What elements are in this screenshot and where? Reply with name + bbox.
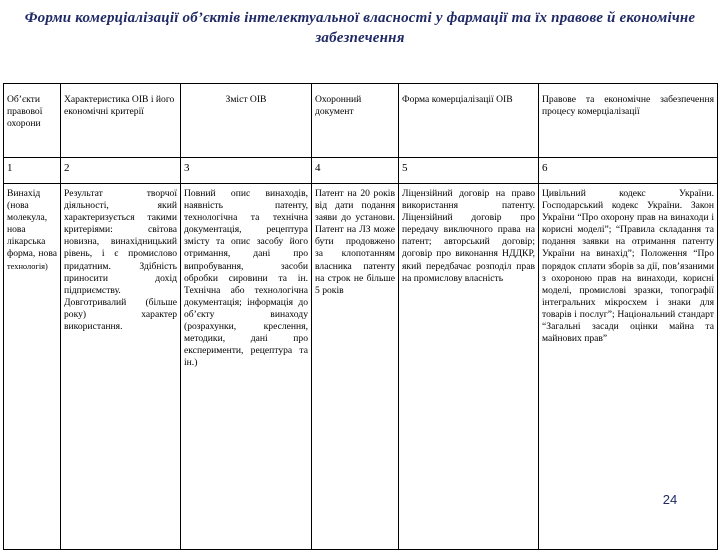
- header-cell: Об’єкти правової охорони: [4, 84, 61, 158]
- commercialization-table: [3, 83, 718, 550]
- number-cell: 3: [181, 158, 312, 184]
- table-cell: Ліцензійний договір на право використання патенту. Ліцензійний договір про передачу виключного права на патент; авторський договір; договір про виконання НДДКР, який передбачає розподіл прав на промислову власність: [399, 184, 539, 550]
- object-text-small: технологія): [7, 261, 48, 271]
- number-cell: 5: [399, 158, 539, 184]
- table-header-row: [4, 84, 718, 158]
- header-cell: Правове та економічне забезпечення процесу комерціалізації: [539, 84, 718, 158]
- number-cell: 2: [61, 158, 181, 184]
- header-cell: Охоронний документ: [312, 84, 399, 158]
- table-cell: Результат творчої діяльності, який характеризується такими критеріями: світова новизна, винахідницький рівень, і є промислово придатним. Здібність приносити дохід підприємству. Довготривалий (більше року) характер використання.: [61, 184, 181, 550]
- header-cell: Зміст ОІВ: [181, 84, 312, 158]
- table-row: [4, 184, 718, 550]
- number-cell: 1: [4, 158, 61, 184]
- number-cell: 6: [539, 158, 718, 184]
- table-number-row: [4, 158, 718, 184]
- page-title: Форми комерціалізації об’єктів інтелектуальної власності у фармації та їх правове й економічне забезпечення: [24, 10, 696, 46]
- table-cell: Цивільний кодекс України. Господарський кодекс України. Закон України “Про охорону прав на винаходи і корисні моделі”; “Правила складання та подання заявки на отримання патенту України на винахід”; Положення “Про порядок сплати зборів за дії, пов’язаними з охороною прав на винаходи, корисні моделі, промислові зразки, топографії інтегральних мікросхем і знаки для товарів і послуг”; Національний стандарт “Загальні засади оцінки майна та майнових прав”: [539, 184, 718, 550]
- header-cell: Характеристика ОІВ і його економічні критерії: [61, 84, 181, 158]
- page-number: 24: [662, 492, 678, 507]
- object-text: Винахід (нова молекула, нова лікарська форма, нова: [7, 188, 57, 260]
- number-cell: 4: [312, 158, 399, 184]
- table-cell: Повний опис винаходів, наявність патенту, технологічна та технічна документація, рецептура змісту та опис засобу його отримання, дані про випробування, засоби обробки сировини та ін. Технічна або технологічна документація; інформація до об’єкту винаходу (розрахунки, креслення, методики, дані про експерименти, рецептура та ін.): [181, 184, 312, 550]
- header-cell: Форма комерціалізації ОІВ: [399, 84, 539, 158]
- table-cell: [4, 184, 61, 550]
- table-cell: Патент на 20 років від дати подання заяви до установи. Патент на ЛЗ може бути продовжено за клопотанням власника патенту на строк не більше 5 років: [312, 184, 399, 550]
